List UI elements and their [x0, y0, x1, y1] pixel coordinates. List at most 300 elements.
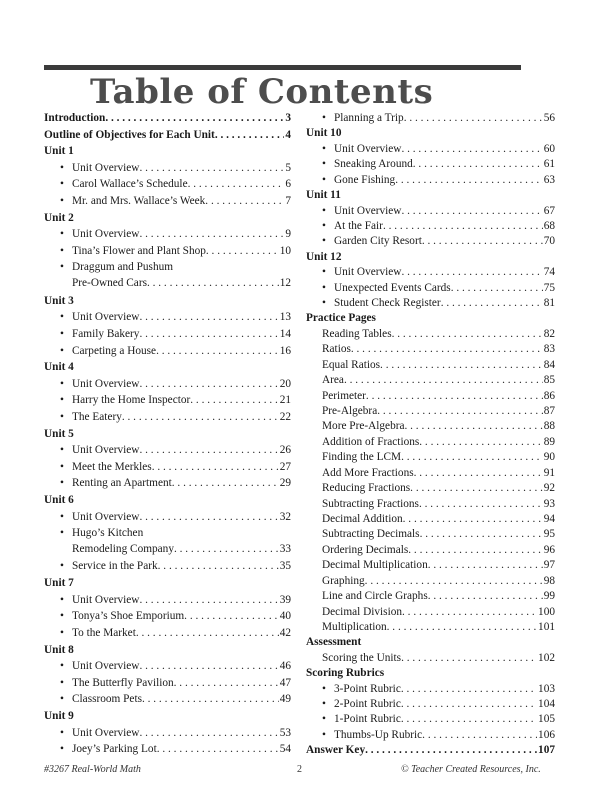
toc-bullet-entry — [44, 409, 291, 426]
dot-leader — [139, 309, 278, 325]
page-number: 26 — [279, 444, 291, 457]
toc-bullet-entry — [44, 625, 291, 642]
entry-title: • Sneaking Around — [334, 158, 413, 171]
footer-book-title: #3267 Real-World Math — [44, 764, 141, 775]
entry-title: • Family Bakery — [72, 327, 140, 340]
dot-leader — [174, 541, 279, 557]
leader-line — [334, 110, 555, 126]
dot-leader — [401, 141, 542, 157]
dot-leader — [366, 388, 543, 404]
page-number: 103 — [538, 682, 555, 695]
page-number: 81 — [543, 297, 555, 310]
page-number: 35 — [279, 560, 291, 573]
entry-title: • Unit Overview — [334, 142, 402, 155]
page-number: 49 — [279, 693, 291, 706]
leader-line — [334, 203, 555, 219]
entry-title: • Unit Overview — [334, 266, 402, 279]
toc-bullet-entry — [306, 727, 555, 742]
page-number: 98 — [543, 574, 555, 587]
section-heading — [306, 187, 555, 202]
page-number: 101 — [538, 620, 555, 633]
section-heading-text: Unit 10 — [306, 127, 342, 140]
toc-bullet-entry — [44, 259, 291, 292]
page-number: 54 — [279, 743, 291, 756]
entry-title: • 2-Point Rubric — [334, 698, 401, 711]
entry-title: • Carol Wallace’s Schedule — [72, 178, 188, 191]
section-heading-text: Unit 3 — [44, 294, 74, 307]
leader-line — [72, 176, 291, 192]
entry-title: • Tina’s Flower and Plant Shop — [72, 244, 206, 257]
leader-line — [334, 696, 555, 712]
leader-line — [72, 326, 291, 342]
dot-leader — [404, 110, 543, 126]
page-number: 85 — [543, 374, 555, 387]
leader-line — [322, 588, 555, 604]
toc-entry — [306, 557, 555, 572]
page-number: 99 — [543, 590, 555, 603]
page-number: 96 — [543, 543, 555, 556]
toc-bullet-entry — [44, 343, 291, 360]
page-number: 67 — [543, 204, 555, 217]
entry-title: • Unit Overview — [72, 660, 140, 673]
leader-line — [44, 127, 291, 143]
page-number: 21 — [279, 394, 291, 407]
section-heading — [306, 634, 555, 649]
leader-line — [322, 388, 555, 404]
leader-line — [72, 541, 291, 557]
leader-line — [334, 156, 555, 172]
entry-title: Subtracting Fractions — [322, 497, 419, 510]
toc-entry — [306, 619, 555, 634]
toc-bullet-entry — [306, 711, 555, 726]
page-number: 39 — [279, 593, 291, 606]
entry-title: Decimal Multiplication — [322, 559, 428, 572]
dot-leader — [122, 409, 279, 425]
entry-title: Addition of Fractions — [322, 435, 420, 448]
leader-line — [44, 110, 291, 126]
entry-title: • The Butterfly Pavilion — [72, 676, 174, 689]
leader-line — [72, 509, 291, 525]
title-rule — [44, 65, 521, 70]
section-heading — [44, 426, 291, 443]
toc-bullet-entry — [44, 459, 291, 476]
page-number: 53 — [279, 726, 291, 739]
dot-leader — [395, 172, 543, 188]
toc-entry — [306, 449, 555, 464]
footer-copyright: © Teacher Created Resources, Inc. — [401, 764, 541, 775]
leader-line — [322, 357, 555, 373]
dot-leader — [402, 604, 537, 620]
toc-entry — [306, 650, 555, 665]
page-number: 40 — [279, 610, 291, 623]
dot-leader — [428, 557, 543, 573]
entry-title: Line and Circle Graphs — [322, 590, 428, 603]
leader-line — [72, 275, 291, 291]
toc-entry — [306, 434, 555, 449]
page-number: 42 — [279, 626, 291, 639]
toc-entry — [306, 480, 555, 495]
leader-line — [72, 592, 291, 608]
leader-line — [72, 608, 291, 624]
toc-entry — [306, 357, 555, 372]
page-number: 95 — [543, 528, 555, 541]
dot-leader — [383, 218, 543, 234]
leader-line — [322, 465, 555, 481]
entry-title-line: • Draggum and Pushum — [72, 261, 174, 274]
leader-line — [322, 557, 555, 573]
dot-leader — [139, 376, 278, 392]
toc-bullet-entry — [44, 309, 291, 326]
section-heading-text: Unit 11 — [306, 189, 341, 202]
page-number: 107 — [538, 744, 555, 757]
page-number: 87 — [543, 405, 555, 418]
section-heading — [44, 708, 291, 725]
entry-title: Subtracting Decimals — [322, 528, 420, 541]
section-heading-text: Unit 7 — [44, 577, 74, 590]
page-number: 100 — [538, 605, 555, 618]
section-heading-text: Assessment — [306, 636, 362, 649]
dot-leader — [139, 725, 278, 741]
toc-bullet-entry — [306, 156, 555, 171]
toc-bullet-entry — [306, 110, 555, 125]
entry-title: • Mr. and Mrs. Wallace’s Week — [72, 195, 206, 208]
dot-leader — [205, 193, 284, 209]
dot-leader — [344, 372, 543, 388]
toc-bullet-entry — [44, 525, 291, 558]
dot-leader — [380, 357, 543, 373]
leader-line — [306, 742, 555, 758]
leader-line — [334, 264, 555, 280]
entry-title: Add More Fractions — [322, 466, 414, 479]
dot-leader — [139, 592, 278, 608]
contents-left-column — [44, 110, 291, 758]
dot-leader — [136, 625, 279, 641]
toc-entry — [306, 465, 555, 480]
page-number: 60 — [543, 142, 555, 155]
dot-leader — [401, 650, 537, 666]
section-heading — [44, 293, 291, 310]
dot-leader — [139, 509, 278, 525]
leader-line — [322, 650, 555, 666]
leader-line — [322, 480, 555, 496]
entry-title: Outline of Objectives for Each Unit — [44, 128, 215, 141]
leader-line — [334, 280, 555, 296]
page-number: 5 — [285, 161, 291, 174]
section-heading — [44, 492, 291, 509]
toc-bullet-entry — [44, 442, 291, 459]
section-heading — [44, 110, 291, 127]
dot-leader — [215, 127, 285, 143]
entry-title: Scoring the Units — [322, 651, 402, 664]
leader-line — [334, 711, 555, 727]
toc-bullet-entry — [306, 681, 555, 696]
page-number: 82 — [543, 327, 555, 340]
entry-title: Perimeter — [322, 389, 366, 402]
dot-leader — [413, 156, 543, 172]
page-number: 68 — [543, 219, 555, 232]
toc-bullet-entry — [44, 193, 291, 210]
toc-entry — [306, 388, 555, 403]
leader-line — [72, 658, 291, 674]
toc-bullet-entry — [306, 696, 555, 711]
leader-line — [72, 309, 291, 325]
entry-title: Ordering Decimals — [322, 543, 409, 556]
leader-line — [72, 475, 291, 491]
page-number: 90 — [543, 451, 555, 464]
entry-title: Area — [322, 374, 344, 387]
page-number: 47 — [279, 676, 291, 689]
page-number: 84 — [543, 358, 555, 371]
page-number: 86 — [543, 389, 555, 402]
page-number: 14 — [279, 327, 291, 340]
dot-leader — [419, 434, 542, 450]
toc-entry — [306, 496, 555, 511]
dot-leader — [401, 681, 537, 697]
entry-title: Multiplication — [322, 620, 387, 633]
dot-leader — [139, 326, 278, 342]
entry-title: • Student Check Register — [334, 297, 441, 310]
leader-line — [322, 526, 555, 542]
entry-title: • Unit Overview — [72, 377, 140, 390]
section-heading-text: Unit 4 — [44, 361, 74, 374]
dot-leader — [401, 264, 542, 280]
entry-title: • Unit Overview — [72, 726, 140, 739]
section-heading — [44, 127, 291, 144]
leader-line — [72, 675, 291, 691]
leader-line — [72, 558, 291, 574]
page-number: 56 — [543, 112, 555, 124]
page-number: 33 — [279, 543, 291, 556]
dot-leader — [422, 727, 537, 743]
toc-entry — [306, 326, 555, 341]
leader-line — [322, 511, 555, 527]
toc-bullet-entry — [44, 376, 291, 393]
dot-leader — [422, 233, 543, 249]
entry-title: Graphing — [322, 574, 365, 587]
entry-title: • At the Fair — [334, 219, 383, 232]
dot-leader — [365, 573, 543, 589]
leader-line — [72, 691, 291, 707]
entry-title: • Gone Fishing — [334, 173, 396, 186]
leader-line — [72, 376, 291, 392]
dot-leader — [190, 392, 278, 408]
toc-bullet-entry — [306, 141, 555, 156]
entry-title: • Service in the Park — [72, 560, 158, 573]
page-number: 104 — [538, 698, 555, 711]
toc-bullet-entry — [44, 675, 291, 692]
page-number: 12 — [279, 277, 291, 290]
entry-title: • Classroom Pets — [72, 693, 142, 706]
dot-leader — [351, 341, 543, 357]
leader-line — [322, 619, 555, 635]
page-number: 32 — [279, 510, 291, 523]
page-number: 63 — [543, 173, 555, 186]
page-number: 92 — [543, 482, 555, 495]
leader-line — [322, 542, 555, 558]
dot-leader — [377, 403, 542, 419]
entry-title: Equal Ratios — [322, 358, 381, 371]
page-number: 29 — [279, 477, 291, 490]
toc-bullet-entry — [306, 264, 555, 279]
dot-leader — [172, 475, 279, 491]
entry-title: • Planning a Trip — [334, 112, 404, 124]
leader-line — [72, 459, 291, 475]
dot-leader — [188, 176, 285, 192]
section-heading-text: Unit 2 — [44, 211, 74, 224]
toc-bullet-entry — [44, 558, 291, 575]
page-number: 89 — [543, 435, 555, 448]
dot-leader — [414, 465, 543, 481]
leader-line — [322, 341, 555, 357]
dot-leader — [184, 608, 279, 624]
dot-leader — [401, 203, 542, 219]
page-number: 83 — [543, 343, 555, 356]
footer-page-number: 2 — [297, 764, 302, 775]
entry-title: • The Eatery — [72, 410, 122, 423]
dot-leader — [403, 511, 543, 527]
dot-leader — [156, 343, 279, 359]
page-number: 97 — [543, 559, 555, 572]
dot-leader — [157, 741, 279, 757]
dot-leader — [451, 280, 543, 296]
section-heading — [306, 125, 555, 140]
dot-leader — [392, 326, 543, 342]
toc-entry — [306, 588, 555, 603]
toc-bullet-entry — [306, 233, 555, 248]
entry-title: • Unit Overview — [72, 510, 140, 523]
entry-title: • Meet the Merkles — [72, 460, 152, 473]
entry-title: Decimal Division — [322, 605, 403, 618]
leader-line — [322, 449, 555, 465]
toc-entry — [306, 372, 555, 387]
section-heading — [44, 143, 291, 160]
section-heading-text: Unit 9 — [44, 709, 74, 722]
toc-bullet-entry — [306, 203, 555, 218]
page-number: 74 — [543, 266, 555, 279]
leader-line — [322, 434, 555, 450]
dot-leader — [152, 459, 279, 475]
page-number: 94 — [543, 512, 555, 525]
entry-title: • Garden City Resort — [334, 235, 422, 248]
leader-line — [322, 403, 555, 419]
dot-leader — [387, 619, 537, 635]
entry-title: • Thumbs-Up Rubric — [334, 728, 423, 741]
entry-title: • Unit Overview — [72, 311, 140, 324]
leader-line — [334, 727, 555, 743]
dot-leader — [206, 243, 279, 259]
entry-title: Reducing Fractions — [322, 482, 411, 495]
leader-line — [322, 496, 555, 512]
dot-leader — [139, 226, 284, 242]
entry-title: Pre-Algebra — [322, 405, 378, 418]
entry-title: • Joey’s Parking Lot — [72, 743, 157, 756]
dot-leader — [147, 275, 279, 291]
entry-title: Answer Key — [306, 744, 366, 757]
section-heading — [306, 249, 555, 264]
page-number: 93 — [543, 497, 555, 510]
page-number: 91 — [543, 466, 555, 479]
toc-bullet-entry — [44, 725, 291, 742]
toc-bullet-entry — [306, 280, 555, 295]
dot-leader — [401, 696, 537, 712]
page-number: 3 — [285, 112, 291, 124]
dot-leader — [174, 675, 279, 691]
toc-bullet-entry — [44, 226, 291, 243]
section-heading — [44, 359, 291, 376]
entry-title: More Pre-Algebra — [322, 420, 405, 433]
leader-line — [72, 625, 291, 641]
toc-bullet-entry — [44, 608, 291, 625]
leader-line — [72, 193, 291, 209]
page-number: 22 — [279, 410, 291, 423]
page-number: 9 — [285, 228, 291, 241]
entry-title: • 3-Point Rubric — [334, 682, 401, 695]
leader-line — [72, 725, 291, 741]
leader-line — [322, 418, 555, 434]
page-number: 75 — [543, 281, 555, 294]
toc-bullet-entry — [306, 295, 555, 310]
page-number: 88 — [543, 420, 555, 433]
leader-line — [334, 141, 555, 157]
entry-title-continued: Pre-Owned Cars — [72, 277, 147, 290]
dot-leader — [158, 558, 279, 574]
toc-bullet-entry — [44, 176, 291, 193]
toc-entry — [306, 403, 555, 418]
dot-leader — [420, 526, 543, 542]
dot-leader — [405, 418, 543, 434]
leader-line — [322, 604, 555, 620]
dot-leader — [139, 160, 284, 176]
leader-line — [72, 160, 291, 176]
dot-leader — [408, 542, 542, 558]
section-heading — [44, 210, 291, 227]
toc-entry — [306, 511, 555, 526]
entry-title: • Unexpected Events Cards — [334, 281, 451, 294]
toc-bullet-entry — [306, 172, 555, 187]
page-number: 106 — [538, 728, 555, 741]
leader-line — [334, 295, 555, 311]
page-number: 16 — [279, 344, 291, 357]
toc-entry — [306, 573, 555, 588]
entry-title: • Unit Overview — [72, 228, 140, 241]
entry-title: • Carpeting a House — [72, 344, 157, 357]
leader-line — [322, 573, 555, 589]
toc-bullet-entry — [44, 741, 291, 758]
leader-line — [72, 392, 291, 408]
entry-title-continued: Remodeling Company — [72, 543, 174, 556]
entry-title: • Unit Overview — [334, 204, 402, 217]
page-number: 7 — [285, 195, 291, 208]
page-number: 27 — [279, 460, 291, 473]
page-number: 102 — [538, 651, 555, 664]
toc-bullet-entry — [44, 326, 291, 343]
entry-title-line: • Hugo’s Kitchen — [72, 527, 144, 540]
leader-line — [334, 233, 555, 249]
entry-title: • Unit Overview — [72, 593, 140, 606]
toc-bullet-entry — [44, 592, 291, 609]
entry-title: Decimal Addition — [322, 512, 403, 525]
dot-leader — [419, 496, 543, 512]
entry-title: • Unit Overview — [72, 444, 140, 457]
toc-bullet-entry — [306, 218, 555, 233]
entry-title: • Tonya’s Shoe Emporium — [72, 610, 185, 623]
entry-title: • Harry the Home Inspector — [72, 394, 191, 407]
leader-line — [72, 226, 291, 242]
section-heading — [306, 742, 555, 757]
leader-line — [334, 218, 555, 234]
toc-bullet-entry — [44, 691, 291, 708]
dot-leader — [410, 480, 543, 496]
